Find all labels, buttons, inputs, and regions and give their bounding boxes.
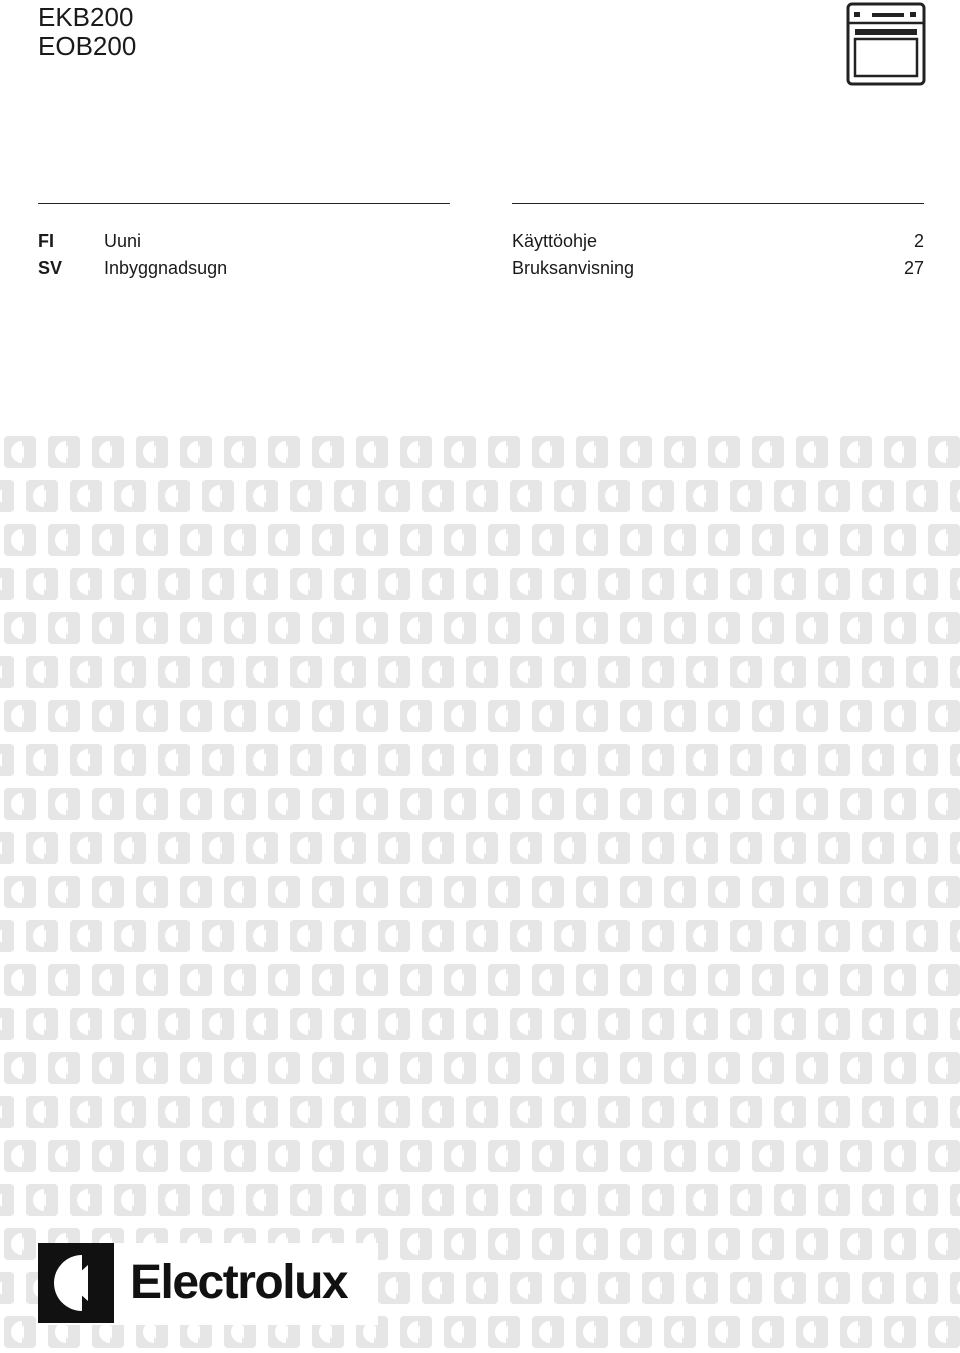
product-name: Uuni	[104, 231, 142, 251]
document-title: Bruksanvisning	[512, 258, 635, 278]
divider-line	[38, 203, 450, 204]
model-numbers	[38, 3, 136, 61]
language-code: FI	[38, 231, 54, 251]
brand-name: Electrolux	[130, 1256, 348, 1309]
language-row-sv	[0, 255, 960, 281]
divider-line	[512, 203, 924, 204]
product-name: Inbyggnadsugn	[104, 258, 228, 278]
language-code: SV	[38, 258, 63, 278]
brand-logo	[38, 1243, 378, 1325]
electrolux-logo-icon	[38, 1243, 114, 1323]
document-title: Käyttöohje	[512, 231, 598, 251]
page-number: 27	[903, 258, 924, 278]
model-number: EKB200	[38, 2, 134, 32]
language-row-fi	[0, 228, 960, 254]
oven-icon	[846, 2, 926, 86]
brand-pattern	[0, 432, 960, 1353]
model-number: EOB200	[38, 31, 137, 61]
page-number: 2	[913, 231, 924, 251]
